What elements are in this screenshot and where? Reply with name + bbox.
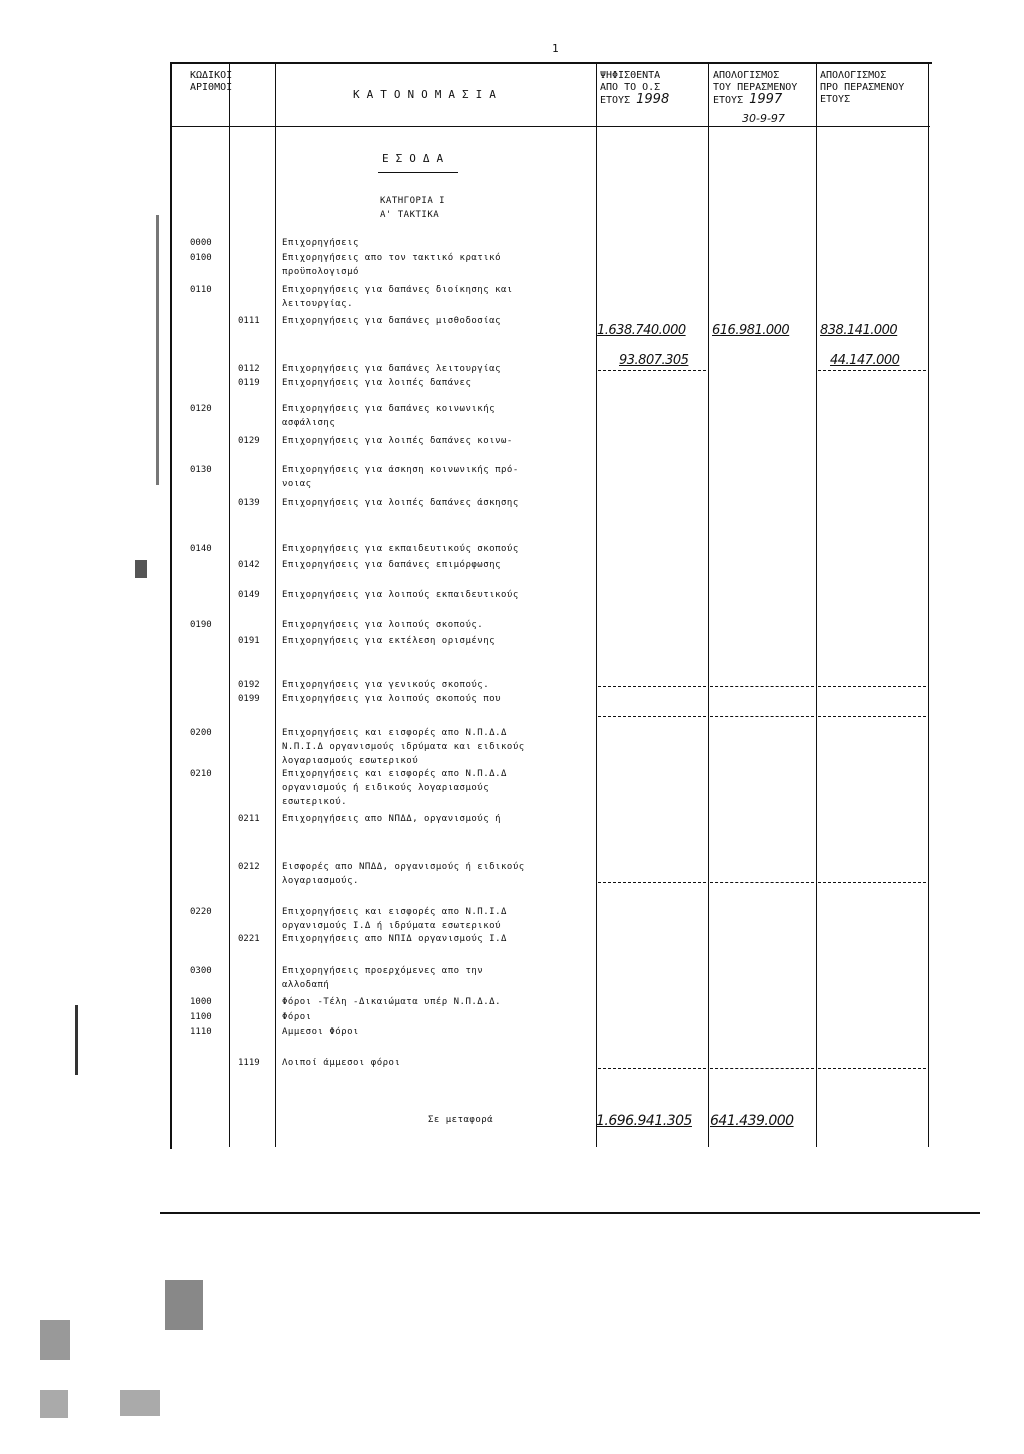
blank-value-dash (710, 686, 814, 687)
carry-forward-budget: 1.696.941.305 (596, 1113, 692, 1129)
sub-account-code: 0199 (238, 694, 260, 704)
account-description: Ν.Π.Ι.Δ οργανισμούς ιδρύματα και ειδικούς (282, 742, 525, 752)
column-divider (928, 62, 929, 1147)
account-description: Επιχορηγήσεις προερχόμενες απο την (282, 966, 484, 976)
budget-year: 1998 (636, 92, 670, 107)
account-code: 1110 (190, 1027, 212, 1037)
amount-0111-budget: 1.638.740.000 (597, 323, 686, 338)
account-description: οργανισμούς ή ειδικούς λογαριασμούς (282, 783, 490, 793)
blank-value-dash (598, 1068, 706, 1069)
header-budget-year-line: ΕΤΟΥΣ 1998 (600, 92, 670, 107)
account-description: Επιχορηγήσεις για λοιπές δαπάνες άσκησης (282, 498, 519, 508)
sub-account-code: 0212 (238, 862, 260, 872)
account-description: Επιχορηγήσεις και εισφορές απο Ν.Π.Ι.Δ (282, 907, 507, 917)
sub-account-code: 0112 (238, 364, 260, 374)
account-description: Επιχορηγήσεις για γενικούς σκοπούς. (282, 680, 490, 690)
account-description: Επιχορηγήσεις για λοιπές δαπάνες κοινω- (282, 436, 513, 446)
header-budget-column (600, 70, 669, 107)
column-divider (708, 62, 709, 1147)
account-code: 0220 (190, 907, 212, 917)
sub-account-code: 0192 (238, 680, 260, 690)
sub-account-code: 0191 (238, 636, 260, 646)
amount-0111-prev: 616.981.000 (712, 323, 790, 338)
scan-mark (156, 215, 159, 485)
blank-value-dash (710, 1068, 814, 1069)
scan-mark (135, 560, 147, 578)
sub-account-code: 0221 (238, 934, 260, 944)
amount-0112-prev: 93.807.305 (619, 353, 689, 368)
account-description: Επιχορηγήσεις για δαπάνες κοινωνικής (282, 404, 496, 414)
scan-mark (75, 1005, 78, 1075)
scan-mark (40, 1390, 68, 1418)
header-preprev-line: ΑΠΟΛΟΓΙΣΜΟΣ (820, 70, 887, 81)
header-code-line: ΚΩΔΙΚΟΙ (190, 70, 233, 81)
account-description: Επιχορηγήσεις για λοιπούς εκπαιδευτικούς (282, 590, 519, 600)
sub-account-code: 0142 (238, 560, 260, 570)
account-code: 0200 (190, 728, 212, 738)
amount-dash-line (818, 370, 926, 371)
account-code: 0120 (190, 404, 212, 414)
account-description: Επιχορηγήσεις και εισφορές απο Ν.Π.Δ.Δ (282, 728, 507, 738)
sub-account-code: 0111 (238, 316, 260, 326)
blank-value-dash (598, 716, 706, 717)
account-code: 0300 (190, 966, 212, 976)
amount-0111-preprev: 838.141.000 (820, 323, 898, 338)
column-divider (275, 62, 276, 1147)
page-number: 1 (552, 42, 559, 55)
header-prev-line: ΑΠΟΛΟΓΙΣΜΟΣ (713, 70, 780, 81)
account-description: Επιχορηγήσεις για δαπάνες επιμόρφωσης (282, 560, 501, 570)
section-title-underline (378, 172, 458, 173)
account-description: Φόροι (282, 1012, 312, 1022)
sub-account-code: 0211 (238, 814, 260, 824)
account-code: 0190 (190, 620, 212, 630)
amount-0112-preprev: 44.147.000 (830, 353, 900, 368)
header-prev-line: ΤΟΥ ΠΕΡΑΣΜΕΝΟΥ (713, 82, 798, 93)
column-divider (596, 62, 597, 1147)
header-budget-line: ΑΠΟ ΤΟ Ο.Σ (600, 82, 661, 93)
carry-forward-prev: 641.439.000 (710, 1113, 794, 1129)
amount-dash-line (598, 370, 706, 371)
account-description: προϋπολογισμό (282, 267, 359, 277)
section-title: ΕΣΟΔΑ (382, 152, 451, 165)
prev-year-date: 30-9-97 (742, 112, 785, 125)
account-description: Επιχορηγήσεις για άσκηση κοινωνικής πρό- (282, 465, 519, 475)
account-description: Επιχορηγήσεις (282, 238, 359, 248)
account-description: Επιχορηγήσεις για λοιπές δαπάνες (282, 378, 472, 388)
blank-value-dash (818, 1068, 926, 1069)
account-description: Επιχορηγήσεις για λοιπούς σκοπούς που (282, 694, 501, 704)
account-description: Εισφορές απο ΝΠΔΔ, οργανισμούς ή ειδικούς (282, 862, 525, 872)
bottom-rule (160, 1212, 980, 1214)
account-description: εσωτερικού. (282, 797, 348, 807)
header-prev-year-column (713, 70, 797, 107)
account-code: 0140 (190, 544, 212, 554)
header-preprev-line: ΠΡΟ ΠΕΡΑΣΜΕΝΟΥ (820, 82, 905, 93)
account-code: 0000 (190, 238, 212, 248)
header-prev-year-line: ΕΤΟΥΣ 1997 (713, 92, 783, 107)
blank-value-dash (710, 716, 814, 717)
account-description: Επιχορηγήσεις για λοιπούς σκοπούς. (282, 620, 484, 630)
account-description: ασφάλισης (282, 418, 336, 428)
category-subtitle: Α' ΤΑΚΤΙΚΑ (380, 210, 440, 220)
scan-mark (120, 1390, 160, 1416)
account-code: 0100 (190, 253, 212, 263)
sub-account-code: 0119 (238, 378, 260, 388)
category-title: ΚΑΤΗΓΟΡΙΑ Ι (380, 196, 446, 206)
account-description: Επιχορηγήσεις απο τον τακτικό κρατικό (282, 253, 501, 263)
account-code: 0110 (190, 285, 212, 295)
account-description: Επιχορηγήσεις για δαπάνες διοίκησης και (282, 285, 513, 295)
scan-mark (165, 1280, 203, 1330)
header-code-column (190, 70, 232, 94)
account-description: λειτουργίας. (282, 299, 354, 309)
prev-year: 1997 (749, 92, 783, 107)
account-description: Επιχορηγήσεις απο ΝΠΙΔ οργανισμούς Ι.Δ (282, 934, 507, 944)
account-description: νοιας (282, 479, 312, 489)
account-description: Επιχορηγήσεις για δαπάνες λειτουργίας (282, 364, 501, 374)
account-code: 1100 (190, 1012, 212, 1022)
account-code: 0210 (190, 769, 212, 779)
header-preprev-line: ΕΤΟΥΣ (820, 94, 851, 105)
account-description: Επιχορηγήσεις για εκπαιδευτικούς σκοπούς (282, 544, 519, 554)
account-description: οργανισμούς Ι.Δ ή ιδρύματα εσωτερικού (282, 921, 501, 931)
account-description: Επιχορηγήσεις για δαπάνες μισθοδοσίας (282, 316, 501, 326)
blank-value-dash (818, 716, 926, 717)
header-preprev-year-column (820, 70, 904, 106)
blank-value-dash (598, 686, 706, 687)
account-description: Λοιποί άμμεσοι φόροι (282, 1058, 401, 1068)
column-divider (816, 62, 817, 1147)
column-divider (229, 62, 230, 1147)
header-name-column: ΚΑΤΟΝΟΜΑΣΙΑ (353, 88, 503, 101)
blank-value-dash (710, 882, 814, 883)
sub-account-code: 0149 (238, 590, 260, 600)
blank-value-dash (818, 882, 926, 883)
account-description: Επιχορηγήσεις απο ΝΠΔΔ, οργανισμούς ή (282, 814, 501, 824)
sub-account-code: 1119 (238, 1058, 260, 1068)
account-description: αλλοδαπή (282, 980, 330, 990)
account-description: λογαριασμούς. (282, 876, 359, 886)
account-code: 1000 (190, 997, 212, 1007)
blank-value-dash (818, 686, 926, 687)
account-description: Επιχορηγήσεις για εκτέλεση ορισμένης (282, 636, 496, 646)
sub-account-code: 0139 (238, 498, 260, 508)
carry-forward-label: Σε μεταφορά (428, 1115, 494, 1125)
account-description: Αμμεσοι Φόροι (282, 1027, 359, 1037)
account-description: Φόροι -Τέλη -Δικαιώματα υπέρ Ν.Π.Δ.Δ. (282, 997, 501, 1007)
header-code-line: ΑΡΙΘΜΟΙ (190, 82, 233, 93)
scan-mark (40, 1320, 70, 1360)
header-budget-line: ΨΗΦΙΣΘΕΝΤΑ (600, 70, 661, 81)
blank-value-dash (598, 882, 706, 883)
account-code: 0130 (190, 465, 212, 475)
account-description: Επιχορηγήσεις και εισφορές απο Ν.Π.Δ.Δ (282, 769, 507, 779)
header-rule (170, 126, 930, 127)
account-description: λογαριασμούς εσωτερικού (282, 756, 419, 766)
sub-account-code: 0129 (238, 436, 260, 446)
